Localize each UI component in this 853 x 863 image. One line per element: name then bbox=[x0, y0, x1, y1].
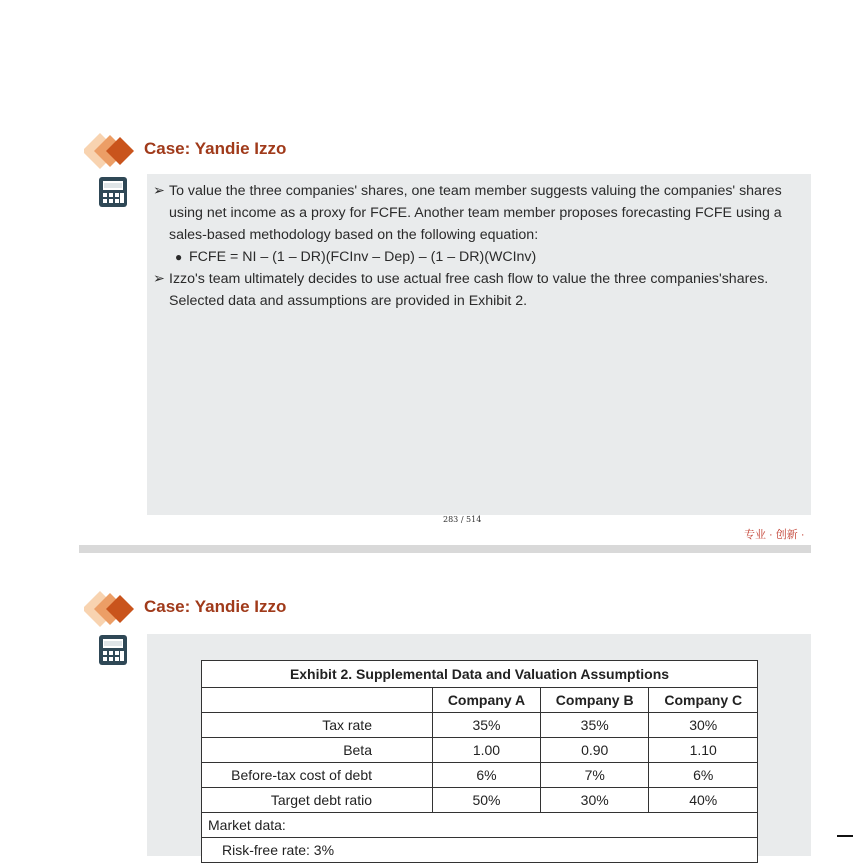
table-cell: 30% bbox=[540, 788, 649, 813]
table-cell: 40% bbox=[649, 788, 758, 813]
dot-bullet-icon: ● bbox=[175, 250, 183, 264]
table-cell: 50% bbox=[433, 788, 541, 813]
page-number: 283 / 514 bbox=[443, 515, 482, 524]
slide2-title: Case: Yandie Izzo bbox=[144, 597, 287, 616]
table-cell: 1.10 bbox=[649, 738, 758, 763]
formula-text: FCFE = NI – (1 – DR)(FCInv – Dep) – (1 – DR)(WCInv) bbox=[189, 249, 537, 265]
formula-item bbox=[153, 246, 811, 268]
diamond-logo-icon bbox=[84, 133, 140, 169]
bullet-text: To value the three companies' shares, one team member suggests valuing the companies' shares using net income as a proxy for FCFE. Another team member proposes forecasting FCFE using a sales-based methodology based on the following equation: bbox=[169, 183, 782, 243]
table-cell: 0.90 bbox=[540, 738, 649, 763]
table-row bbox=[202, 738, 758, 763]
slide1-title: Case: Yandie Izzo bbox=[144, 139, 287, 158]
table-row bbox=[202, 763, 758, 788]
footer-tagline: 专业 · 创新 · bbox=[744, 529, 805, 541]
arrow-bullet-icon: ➢ bbox=[153, 271, 165, 287]
table-cell: 35% bbox=[433, 713, 541, 738]
risk-free-rate: Risk-free rate: 3% bbox=[202, 838, 758, 863]
row-label: Tax rate bbox=[202, 713, 433, 738]
table-cell: 30% bbox=[649, 713, 758, 738]
calculator-icon bbox=[98, 176, 128, 208]
table-cell: 1.00 bbox=[433, 738, 541, 763]
bullet-item bbox=[153, 268, 811, 312]
slide2-header bbox=[84, 591, 384, 627]
market-data-label: Market data: bbox=[202, 813, 758, 838]
table-cell: 6% bbox=[433, 763, 541, 788]
bullet-text: Izzo's team ultimately decides to use actual free cash flow to value the three companies'shares. Selected data and assumptions are provided in Exhibit 2. bbox=[169, 271, 769, 309]
edge-line bbox=[837, 835, 853, 837]
table-cell: 35% bbox=[540, 713, 649, 738]
table-row bbox=[202, 813, 758, 838]
row-label: Target debt ratio bbox=[202, 788, 433, 813]
table-row bbox=[202, 713, 758, 738]
table-cell: 7% bbox=[540, 763, 649, 788]
table-row bbox=[202, 838, 758, 863]
column-header: Company C bbox=[649, 688, 758, 713]
exhibit-table bbox=[201, 660, 758, 863]
table-row bbox=[202, 788, 758, 813]
diamond-logo-icon bbox=[84, 591, 140, 627]
table-header-row bbox=[202, 688, 758, 713]
slide1-header bbox=[84, 133, 384, 169]
exhibit-caption: Exhibit 2. Supplemental Data and Valuation Assumptions bbox=[202, 661, 758, 688]
slide1-content-panel bbox=[147, 174, 811, 515]
bullet-item bbox=[153, 180, 811, 246]
column-header: Company B bbox=[540, 688, 649, 713]
row-label: Beta bbox=[202, 738, 433, 763]
row-label: Before-tax cost of debt bbox=[202, 763, 433, 788]
column-header: Company A bbox=[433, 688, 541, 713]
empty-header-cell bbox=[202, 688, 433, 713]
arrow-bullet-icon: ➢ bbox=[153, 183, 165, 199]
calculator-icon bbox=[98, 634, 128, 666]
table-cell: 6% bbox=[649, 763, 758, 788]
slide-divider bbox=[79, 545, 811, 553]
